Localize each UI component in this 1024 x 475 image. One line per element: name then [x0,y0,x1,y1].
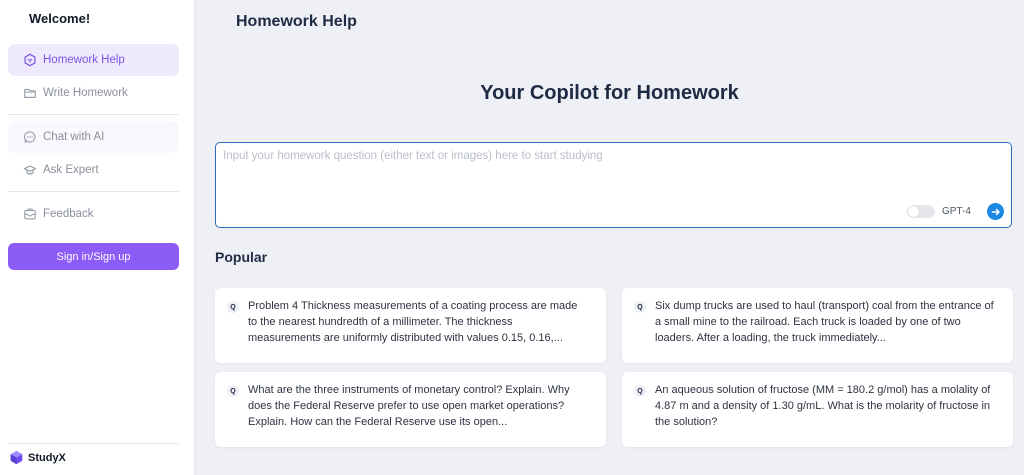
hero-heading: Your Copilot for Homework [480,82,739,104]
sign-in-button[interactable]: Sign in/Sign up [8,243,179,270]
popular-question-card[interactable] [215,288,606,363]
popular-heading: Popular [215,249,268,265]
question-text: Problem 4 Thickness measurements of a coating process are made to the nearest hundredth of a millimeter. The thickness measurements are uniformly distributed with values 0.15, 0.16,... [248,300,578,344]
question-text: An aqueous solution of fructose (MM = 180.2 g/mol) has a molality of 4.87 m and a density of 1.30 g/mL. What is the molarity of fructose in the solution? [655,384,991,428]
popular-question-card[interactable] [622,288,1013,363]
question-text: What are the three instruments of monetary control? Explain. Why does the Federal Reserve prefer to use open market operations? Explain. How can the Federal Reserve use its open... [248,384,570,428]
sidebar-item-write-homework[interactable] [8,77,179,109]
q-badge: Q [634,301,646,313]
question-input-box [215,142,1012,228]
hexagon-icon [23,53,37,67]
sidebar-divider [8,191,179,192]
sidebar [0,0,195,475]
send-button[interactable] [987,203,1004,220]
sidebar-item-label: Chat with AI [43,131,105,143]
question-text: Six dump trucks are used to haul (transport) coal from the entrance of a small mine to the railroad. Each truck is loaded by one of two loaders. After a loading, the truck immediately... [655,300,994,344]
gpt4-toggle[interactable] [907,205,935,218]
sidebar-item-ask-expert[interactable] [8,154,179,186]
toggle-knob [908,206,919,217]
sidebar-divider [8,443,179,444]
q-badge: Q [227,301,239,313]
brand-name: StudyX [28,451,66,464]
graduation-cap-icon [23,163,37,177]
sidebar-item-chat-with-ai[interactable] [8,121,179,153]
sidebar-item-feedback[interactable] [8,198,179,230]
studyx-logo[interactable] [9,450,66,465]
q-badge: Q [634,385,646,397]
chat-bubble-icon [23,130,37,144]
sidebar-item-label: Feedback [43,208,94,220]
sidebar-item-label: Ask Expert [43,164,99,176]
sidebar-item-label: Write Homework [43,87,128,99]
folder-icon [23,86,37,100]
sidebar-item-label: Homework Help [43,54,125,66]
mailbox-icon [23,207,37,221]
arrow-right-icon [991,207,1001,217]
sidebar-item-homework-help[interactable] [8,44,179,76]
page-title: Homework Help [236,13,357,30]
welcome-text: Welcome! [29,11,91,26]
popular-question-card[interactable] [215,372,606,447]
q-badge: Q [227,385,239,397]
question-input[interactable] [223,150,1003,202]
model-label: GPT-4 [942,206,971,217]
popular-question-card[interactable] [622,372,1013,447]
studyx-logo-icon [9,450,24,465]
sidebar-divider [8,114,179,115]
